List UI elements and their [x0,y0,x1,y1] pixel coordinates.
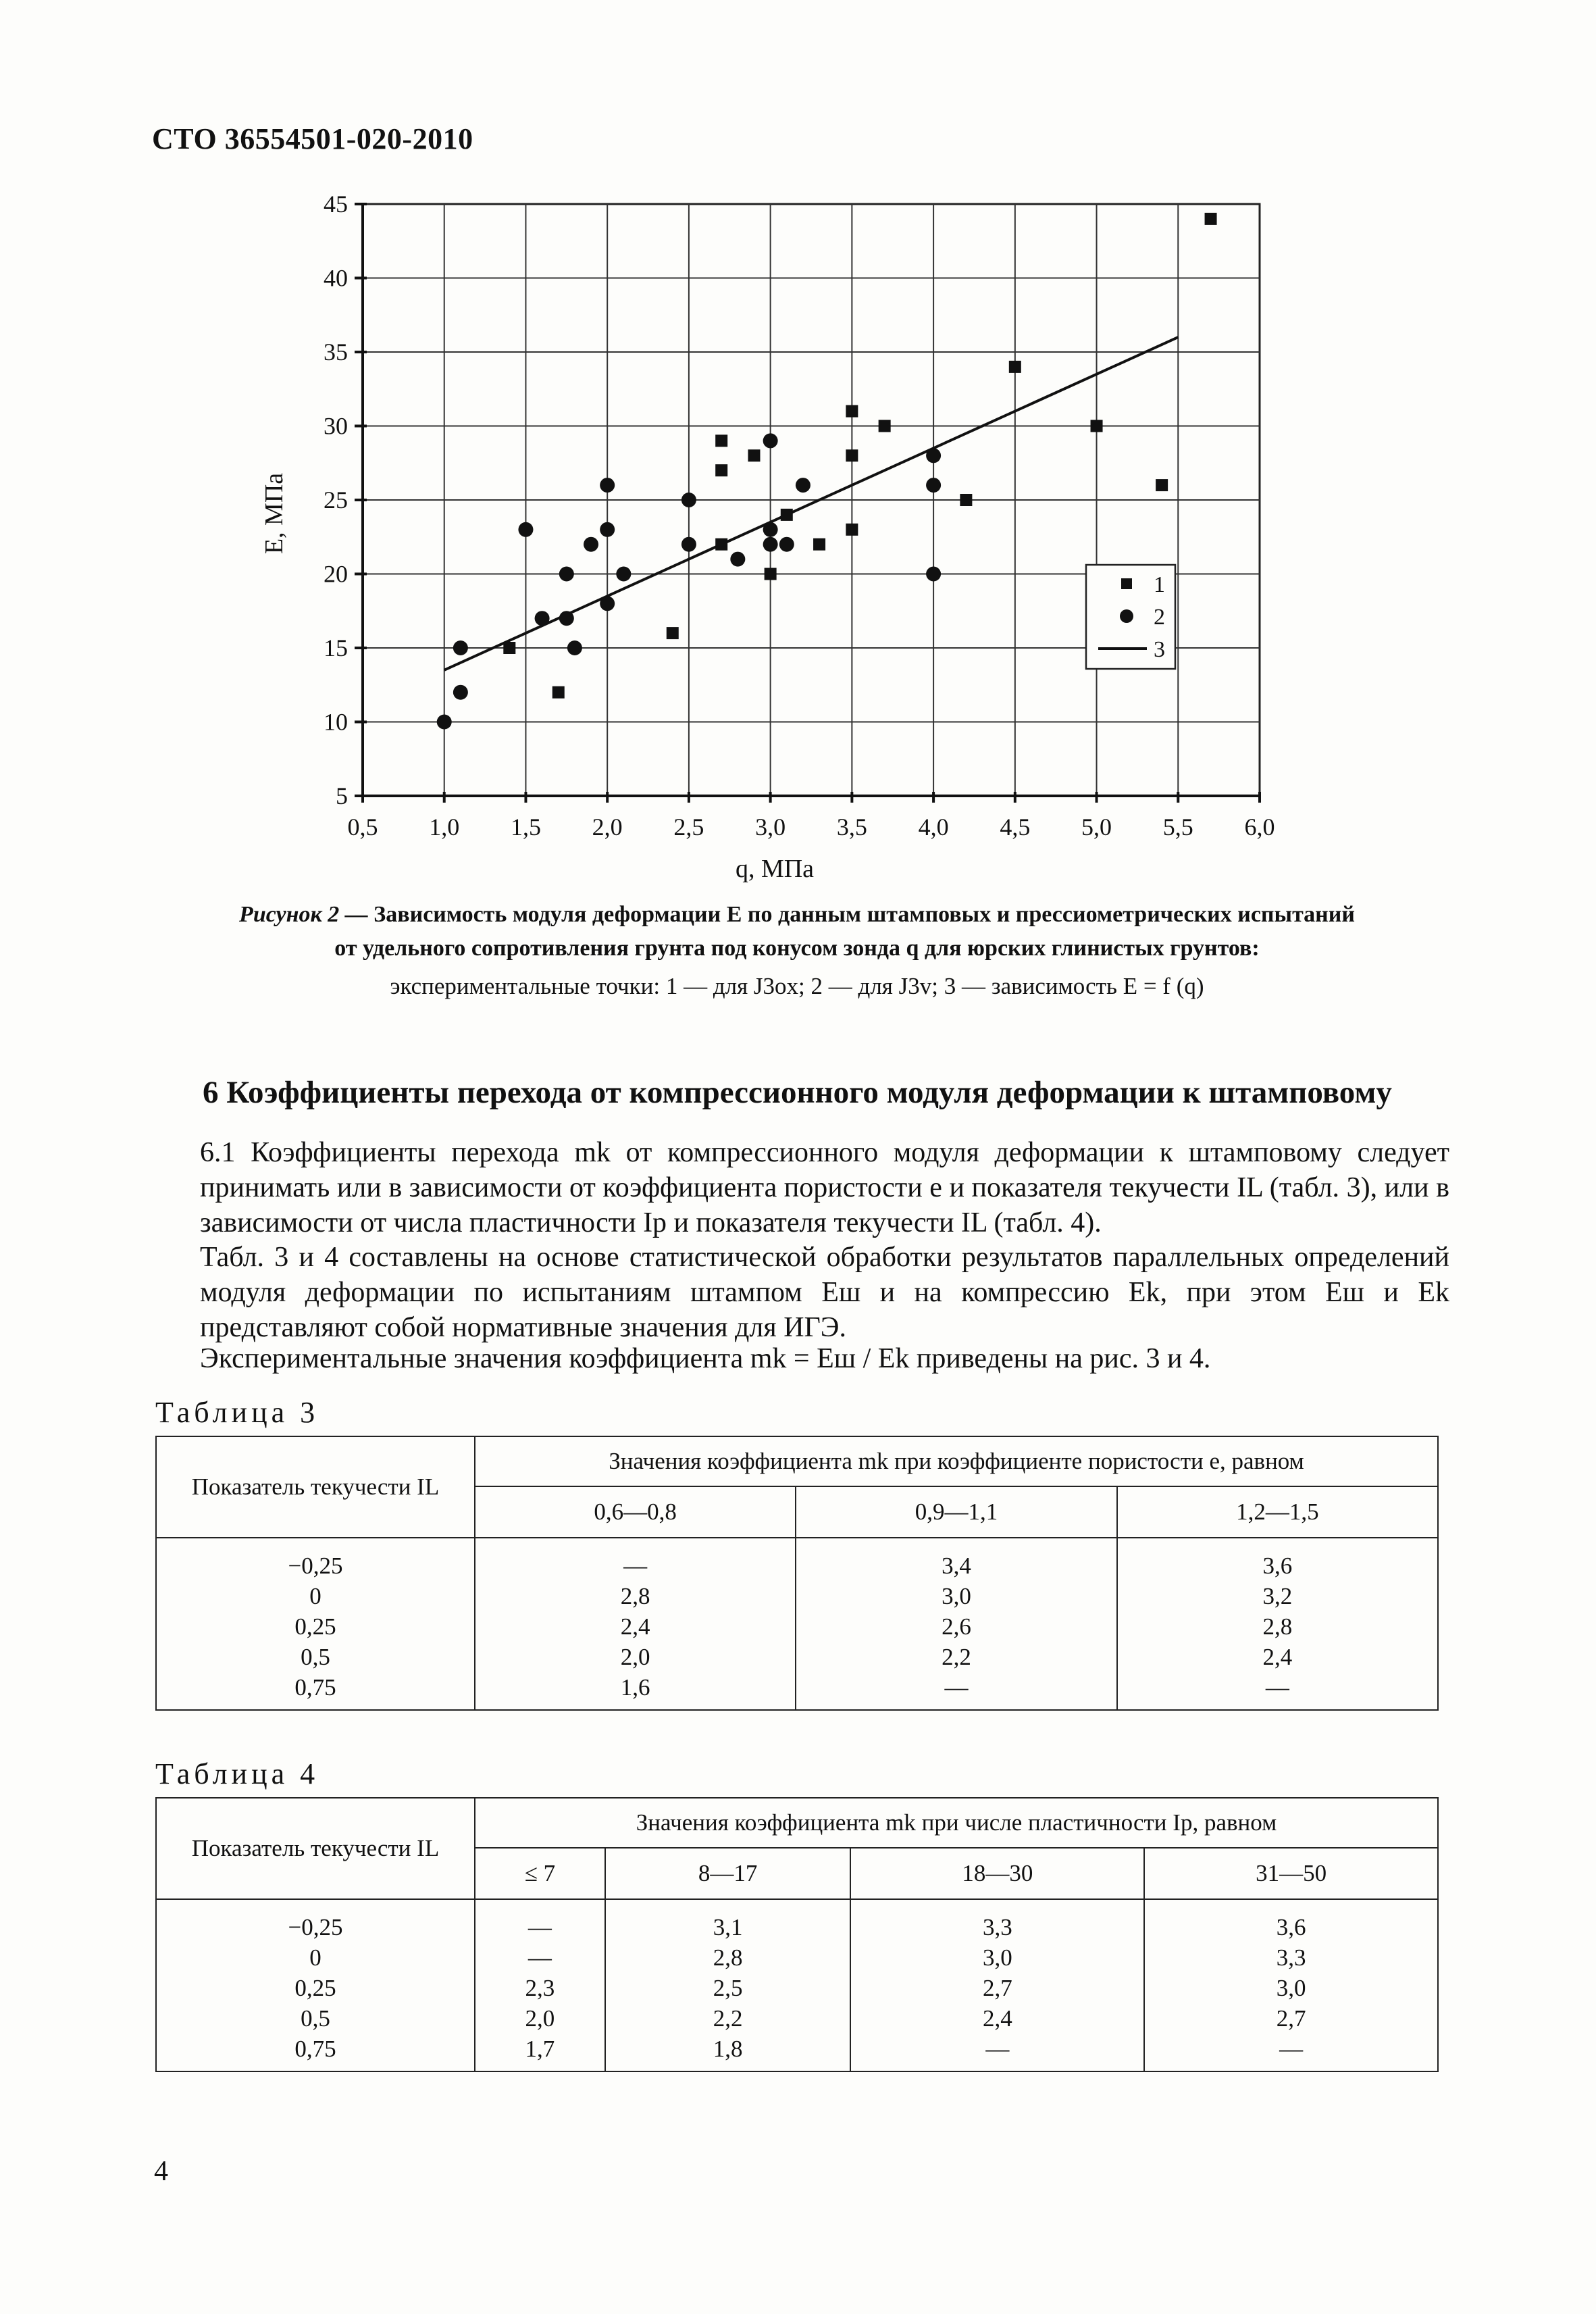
table-cell: — [623,1553,648,1579]
data-point-circle [681,537,696,552]
table-cell: 0,75 [294,1674,336,1701]
table-cell: 2,6 [942,1613,971,1640]
table-4-col-header: 31—50 [1144,1848,1438,1899]
data-point-circle [763,537,778,552]
chart-legend [1086,565,1175,669]
table-cell: 2,5 [713,1975,743,2001]
data-point-circle [730,552,745,567]
chart-grid [363,204,1260,796]
table-cell: 1,7 [525,2036,555,2062]
data-point-square [1205,213,1217,225]
data-point-square [552,686,565,699]
data-point-square [879,420,891,432]
x-tick-label: 3,0 [755,813,786,840]
table-cell: — [985,2036,1010,2062]
legend-label: 2 [1154,605,1165,630]
table-4-row-labels [156,1899,475,2071]
y-tick-label: 40 [324,264,348,292]
table-cell: 2,8 [620,1583,650,1609]
x-tick-label: 1,5 [510,813,541,840]
x-tick-label: 5,0 [1081,813,1112,840]
trend-line [444,337,1179,670]
y-tick-label: 25 [324,486,348,513]
table-cell: 0,5 [301,1644,330,1670]
data-point-circle [518,522,533,537]
table-4-col-header: ≤ 7 [475,1848,605,1899]
table-cell: 1,8 [713,2036,743,2062]
data-point-circle [763,522,778,537]
data-point-square [715,434,727,447]
table-cell: 2,0 [620,1644,650,1670]
table-4 [155,1797,1439,2072]
chart-axes [355,204,1260,803]
paragraph-experimental-values: Экспериментальные значения коэффициента mk = Eш / Ek приведены на рис. 3 и 4. [200,1343,1211,1374]
table-cell: 2,7 [1276,2005,1306,2032]
paragraph-6-1: 6.1 Коэффициенты перехода mk от компрессионного модуля деформации к штамповому следует принимать или в зависимости от коэффициента пористости e и показателя текучести IL (табл. 3), или в зависимости от числа пластичности Ip и показателя текучести IL (табл. 4). [200,1137,1449,1238]
y-tick-label: 20 [324,560,348,588]
x-tick-label: 4,5 [1000,813,1031,840]
y-tick-label: 30 [324,412,348,440]
legend-circle-symbol [1120,609,1133,623]
table-cell: 2,3 [525,1975,555,2001]
data-point-circle [779,537,794,552]
y-tick-label: 45 [324,191,348,218]
data-point-circle [796,478,810,493]
table-cell: — [527,1944,552,1971]
table-cell: −0,25 [288,1553,343,1579]
legend-square-symbol [1121,578,1132,589]
table-cell: 2,4 [620,1613,650,1640]
table-cell: 3,2 [1262,1583,1293,1609]
table-cell: 3,6 [1262,1553,1293,1579]
legend-label: 3 [1154,637,1165,662]
data-point-square [846,524,858,536]
table-cell: 0 [309,1944,321,1971]
data-point-square [715,464,727,476]
table-cell: 0,25 [294,1613,336,1640]
table-cell: −0,25 [288,1914,343,1940]
table-4-values-col [1144,1899,1438,2071]
table-3-col-header: 0,9—1,1 [796,1486,1116,1538]
data-point-circle [567,640,582,655]
table-3-values-col [796,1538,1116,1710]
scatter-chart [0,0,1596,899]
table-3-col-header: 1,2—1,5 [1117,1486,1438,1538]
legend-label: 1 [1154,572,1165,597]
data-point-square [667,627,679,639]
table-3-row-labels [156,1538,475,1710]
data-point-circle [535,611,550,626]
data-point-circle [616,567,631,582]
data-point-circle [437,715,452,730]
table-cell: 3,6 [1276,1914,1306,1940]
section-heading: 6 Коэффициенты перехода от компрессионного модуля деформации к штамповому [203,1075,1392,1110]
y-axis-label: E, МПа [260,472,288,555]
table-3-values-col [1117,1538,1438,1710]
table-cell: — [1279,2036,1304,2062]
data-point-circle [926,567,941,582]
x-tick-label: 4,0 [918,813,949,840]
table-cell: — [944,1674,969,1701]
table-cell: 0,75 [294,2036,336,2062]
x-tick-label: 1,0 [429,813,460,840]
table-cell: 2,2 [713,2005,743,2032]
data-point-circle [559,567,574,582]
x-tick-label: 2,5 [673,813,704,840]
table-4-title: Таблица 4 [155,1757,319,1790]
data-point-square [960,494,972,506]
table-3-values-col [475,1538,796,1710]
figure-caption-legend-text: экспериментальные точки: 1 — для J3ox; 2 — для J3v; 3 — зависимость E = f (q) [390,973,1204,999]
table-4-col-header: 18—30 [850,1848,1144,1899]
data-point-circle [600,522,615,537]
data-point-circle [453,685,468,700]
data-point-square [781,509,793,521]
table-cell: 3,0 [942,1583,971,1609]
data-point-circle [584,537,598,552]
table-cell: 3,3 [982,1914,1012,1940]
table-cell: 2,0 [525,2005,555,2032]
table-cell: — [527,1914,552,1940]
data-point-circle [600,596,615,611]
data-point-circle [453,640,468,655]
data-point-circle [681,493,696,507]
table-3-title: Таблица 3 [155,1396,319,1429]
y-tick-label: 10 [324,708,348,736]
table-3-row-header: Показатель текучести IL [156,1436,475,1538]
table-4-group-header: Значения коэффициента mk при числе пластичности Ip, равном [475,1798,1438,1848]
table-cell: 0,5 [301,2005,330,2032]
table-cell: 3,1 [713,1914,743,1940]
table-3-group-header: Значения коэффициента mk при коэффициенте пористости e, равном [475,1436,1438,1486]
chart-tick-labels [324,191,1275,840]
table-cell: 3,0 [1276,1975,1306,2001]
page-number: 4 [154,2156,168,2187]
data-point-circle [559,611,574,626]
table-cell: 2,4 [982,2005,1012,2032]
data-point-square [1091,420,1103,432]
x-tick-label: 3,5 [836,813,867,840]
x-tick-label: 6,0 [1244,813,1275,840]
table-cell: 2,8 [713,1944,743,1971]
y-tick-label: 35 [324,338,348,366]
table-cell: 0,25 [294,1975,336,2001]
data-point-square [503,642,515,654]
paragraph-tables-note: Табл. 3 и 4 составлены на основе статистической обработки результатов параллельных определений модуля деформации по испытаниям штампом Eш и на компрессию Ek, при этом Eш и Ek представляют собой нормативные значения для ИГЭ. [200,1242,1449,1343]
data-point-square [748,449,760,461]
figure-caption-line-2: от удельного сопротивления грунта под конусом зонда q для юрских глинистых грунтов: [334,936,1260,961]
table-cell: 3,0 [982,1944,1012,1971]
data-point-square [846,449,858,461]
data-point-square [1009,361,1021,373]
data-point-square [1156,479,1168,491]
table-cell: 2,7 [982,1975,1012,2001]
table-cell: 3,3 [1276,1944,1306,1971]
data-point-circle [926,448,941,463]
trend-line-layer [444,337,1179,670]
data-point-circle [926,478,941,493]
table-cell: 2,2 [942,1644,971,1670]
document-code: СТО 36554501-020-2010 [152,122,473,155]
table-cell: 3,4 [942,1553,971,1579]
table-4-col-header: 8—17 [605,1848,851,1899]
table-cell: 0 [309,1583,321,1609]
data-point-circle [600,478,615,493]
x-tick-label: 0,5 [347,813,378,840]
table-cell: 2,4 [1262,1644,1293,1670]
table-4-values-col [605,1899,851,2071]
data-point-square [765,568,777,580]
figure-caption-title: Зависимость модуля деформации E по данным штамповых и прессиометрических испытаний [367,902,1355,927]
table-4-row-header: Показатель текучести IL [156,1798,475,1899]
x-axis-label: q, МПа [735,855,815,883]
table-3 [155,1436,1439,1711]
table-cell: — [1265,1674,1289,1701]
y-tick-label: 15 [324,634,348,661]
table-cell: 2,8 [1262,1613,1293,1640]
data-point-circle [763,433,778,448]
figure-caption-line-1 [88,902,1506,928]
y-tick-label: 5 [336,782,348,809]
figure-caption-prefix: Рисунок 2 — [239,902,368,927]
data-point-square [846,405,858,418]
data-point-square [813,538,825,551]
table-cell: 1,6 [620,1674,650,1701]
x-tick-label: 2,0 [592,813,623,840]
x-tick-label: 5,5 [1162,813,1193,840]
table-4-values-col [850,1899,1144,2071]
data-point-square [715,538,727,551]
table-3-col-header: 0,6—0,8 [475,1486,796,1538]
table-4-values-col [475,1899,605,2071]
